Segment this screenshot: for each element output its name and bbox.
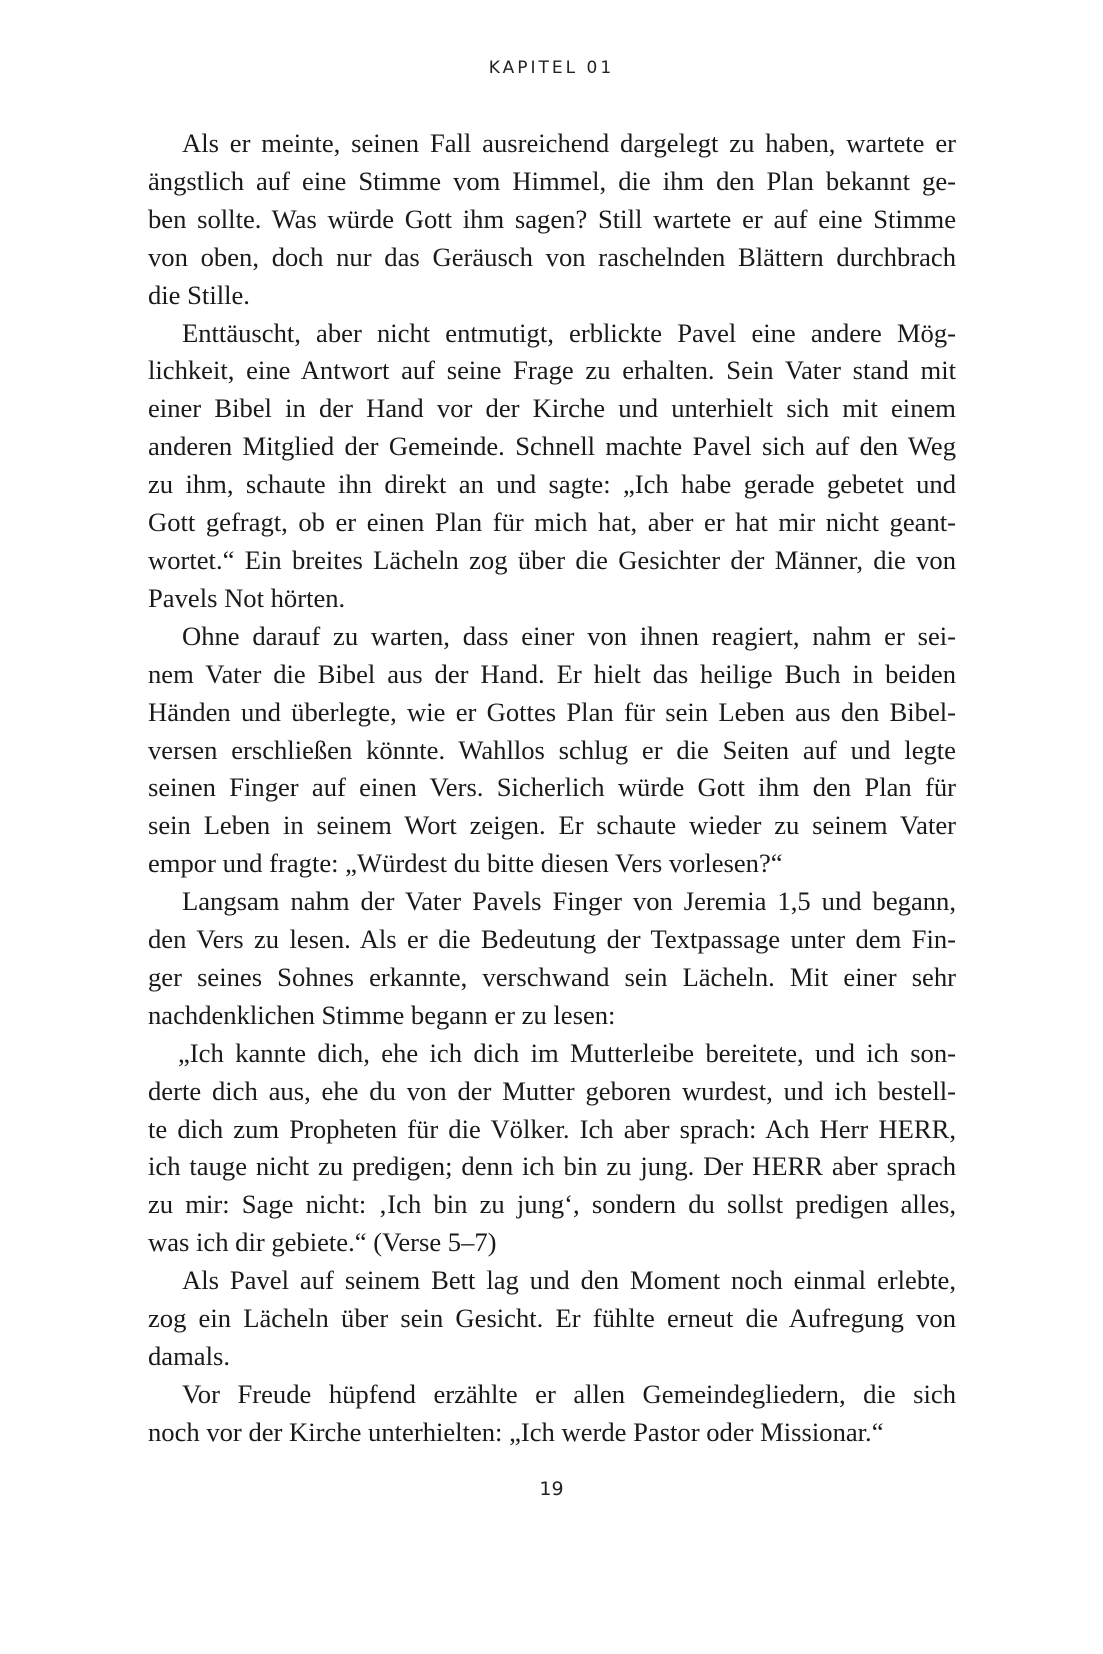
text-line: lichkeit, eine Antwort auf seine Frage zu erhalten. Sein Vater stand mit [148,355,956,386]
paragraph [148,618,956,883]
text-line: Pavels Not hörten. [148,582,346,613]
text-line: noch vor der Kirche unterhielten: „Ich werde Pastor oder Missionar.“ [148,1416,884,1447]
paragraph [148,1262,956,1376]
text-line: Langsam nahm der Vater Pavels Finger von Jeremia 1,5 und begann, [182,886,956,917]
text-line: derte dich aus, ehe du von der Mutter geboren wurdest, und ich bestell- [148,1075,956,1106]
text-line: von oben, doch nur das Geräusch von raschelnden Blättern durchbrach [148,241,956,272]
page-number: 19 [539,1478,564,1500]
text-line: Vor Freude hüpfend erzählte er allen Gemeindegliedern, die sich [182,1378,956,1409]
text-line: Händen und überlegte, wie er Gottes Plan für sein Leben aus den Bibel- [148,696,956,727]
text-line: sein Leben in seinem Wort zeigen. Er schaute wieder zu seinem Vater [148,810,956,841]
text-line: Gott gefragt, ob er einen Plan für mich hat, aber er hat mir nicht geant- [148,507,956,538]
paragraph [148,1376,956,1452]
text-line: ängstlich auf eine Stimme vom Himmel, die ihm den Plan bekannt ge- [148,165,956,196]
text-line: versen erschließen könnte. Wahllos schlug er die Seiten auf und legte [148,734,956,765]
text-line: was ich dir gebiete.“ (Verse 5–7) [148,1227,497,1258]
text-line: die Stille. [148,279,250,310]
text-line: wortet.“ Ein breites Lächeln zog über die Gesichter der Männer, die von [148,544,956,575]
text-line: te dich zum Propheten für die Völker. Ich aber sprach: Ach Herr HERR, [148,1113,956,1144]
bible-quote [148,1035,956,1262]
text-line: Enttäuscht, aber nicht entmutigt, erblickte Pavel eine andere Mög- [182,317,956,348]
paragraph [148,883,956,1035]
text-line: Ohne darauf zu warten, dass einer von ihnen reagiert, nahm er sei- [182,620,956,651]
body-text [148,125,956,1452]
text-line: einer Bibel in der Hand vor der Kirche und unterhielt sich mit einem [148,393,956,424]
text-line: zu mir: Sage nicht: ‚Ich bin zu jung‘, sondern du sollst predigen alles, [148,1189,956,1220]
text-line: damals. [148,1341,230,1371]
text-line: Als Pavel auf seinem Bett lag und den Moment noch einmal erlebte, [182,1265,956,1296]
text-line: empor und fragte: „Würdest du bitte diesen Vers vorlesen?“ [148,848,783,879]
text-line: den Vers zu lesen. Als er die Bedeutung der Textpassage unter dem Fin- [148,924,956,955]
text-line: zog ein Lächeln über sein Gesicht. Er fühlte erneut die Aufregung von [148,1303,956,1334]
text-line: anderen Mitglied der Gemeinde. Schnell machte Pavel sich auf den Weg [148,431,956,462]
text-line: „Ich kannte dich, ehe ich dich im Mutterleibe bereitete, und ich son- [178,1037,956,1068]
text-line: ben sollte. Was würde Gott ihm sagen? Still wartete er auf eine Stimme [148,203,956,234]
paragraph [148,125,956,315]
text-line: zu ihm, schaute ihn direkt an und sagte: „Ich habe gerade gebetet und [148,469,956,500]
paragraph [148,315,956,618]
text-line: ich tauge nicht zu predigen; denn ich bin zu jung. Der HERR aber sprach [148,1151,956,1182]
text-line: seinen Finger auf einen Vers. Sicherlich würde Gott ihm den Plan für [148,772,956,803]
text-line: nachdenklichen Stimme begann er zu lesen: [148,999,616,1030]
running-head: KAPITEL 01 [488,58,615,78]
text-line: nem Vater die Bibel aus der Hand. Er hielt das heilige Buch in beiden [148,658,956,689]
text-line: Als er meinte, seinen Fall ausreichend dargelegt zu haben, wartete er [182,128,956,158]
text-line: ger seines Sohnes erkannte, verschwand sein Lächeln. Mit einer sehr [148,961,956,992]
